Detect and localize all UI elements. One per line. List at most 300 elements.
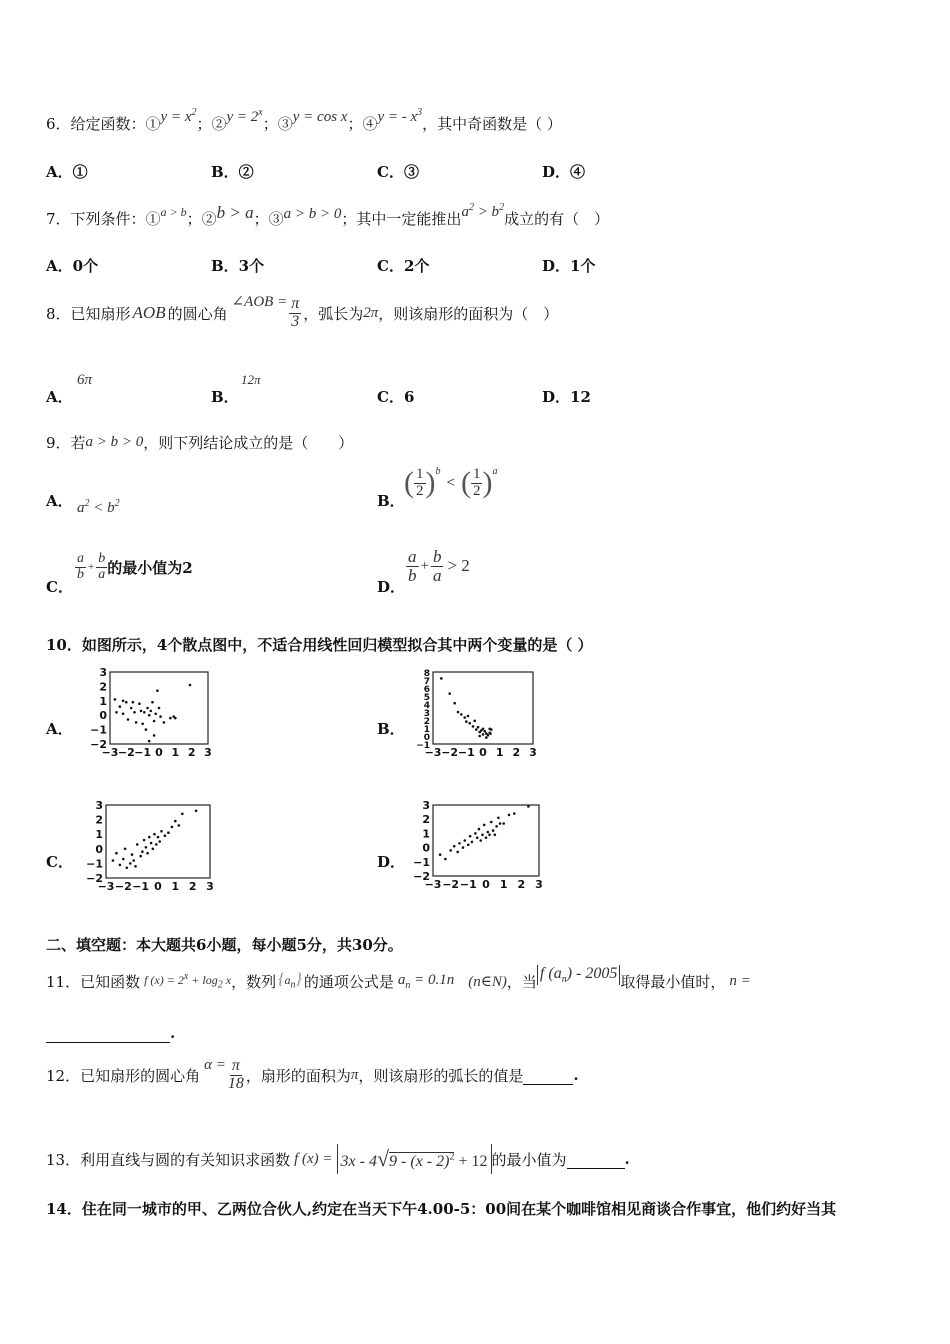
math-expr: - 2005 xyxy=(572,964,618,982)
fraction-numerator: a xyxy=(77,551,84,566)
scatter-point xyxy=(135,721,138,724)
scatter-point xyxy=(171,826,174,829)
q9-option-c-text: 的最小值为2 xyxy=(107,558,193,577)
y-tick-label: 4 xyxy=(423,701,430,711)
scatter-point xyxy=(148,836,151,839)
question-10: 10．如图所示，4个散点图中，不适合用线性回归模型拟合其中两个变量的是（ ） xyxy=(46,636,593,654)
y-tick-label: −2 xyxy=(86,872,103,885)
math-sub: n xyxy=(290,979,296,991)
fraction-denominator: 2 xyxy=(416,482,424,499)
y-tick-label: −1 xyxy=(416,741,430,751)
q10-option-a: A． xyxy=(46,720,73,738)
scatter-point xyxy=(494,834,497,837)
q7-stem: 7．下列条件：① xyxy=(46,210,161,228)
math-exp: 2 xyxy=(449,1151,455,1163)
scatter-point xyxy=(148,714,151,717)
x-tick-label: 3 xyxy=(206,880,214,893)
question-13: 13．利用直线与圆的有关知识求函数 f (x) = 3x - 4√9 - (x - 2)$^2$ + 12 的最小值为 . xyxy=(46,1144,630,1174)
q6-func-4-exp: 3 xyxy=(417,107,423,118)
math-op: < xyxy=(446,474,455,491)
scatter-point xyxy=(489,732,492,735)
y-tick-label: 2 xyxy=(99,680,107,694)
q8-arc-length: 2π xyxy=(363,304,379,321)
fraction-numerator: 1 xyxy=(472,465,481,482)
y-tick-label: 3 xyxy=(422,799,430,812)
q8-option-a: A． xyxy=(46,388,73,406)
scatter-point xyxy=(178,824,181,827)
q6-sep: ；④ xyxy=(347,115,378,133)
math-op: + xyxy=(420,557,429,574)
scatter-point xyxy=(155,843,158,846)
scatter-point xyxy=(474,832,477,835)
y-tick-label: 2 xyxy=(422,813,430,827)
q8-option-a-math: 6π xyxy=(77,372,93,388)
q6-func-1: y = x xyxy=(160,109,192,125)
q7-sep: ；③ xyxy=(253,210,284,228)
q7-option-a: A．0个 xyxy=(46,257,99,275)
q9-option-a-math xyxy=(77,498,120,517)
scatter-plot-b xyxy=(411,664,551,768)
scatter-point xyxy=(141,723,144,726)
q8-stem-mid: ，弧长为 xyxy=(303,304,364,323)
scatter-point xyxy=(136,843,139,846)
y-tick-label: −1 xyxy=(90,723,107,737)
y-tick-label: 2 xyxy=(423,717,430,727)
math-sub: 2 xyxy=(217,979,223,991)
x-tick-label: 1 xyxy=(171,880,180,893)
fraction-numerator: a xyxy=(408,547,417,566)
x-tick-label: −3 xyxy=(97,880,115,893)
y-tick-label: 6 xyxy=(423,685,430,695)
x-tick-label: 0 xyxy=(154,880,162,893)
scatter-point xyxy=(477,726,480,729)
y-tick-label: −1 xyxy=(413,855,430,869)
q9-option-d-math xyxy=(406,548,470,585)
scatter-point xyxy=(140,710,143,713)
scatter-point xyxy=(133,711,136,714)
scatter-point xyxy=(487,734,490,737)
q12-stem-mid: ，扇形的面积为 xyxy=(245,1066,351,1085)
q6-sep: ；② xyxy=(196,115,227,133)
math-op: + xyxy=(88,561,95,574)
y-tick-label: 3 xyxy=(423,709,430,719)
x-tick-label: −1 xyxy=(457,746,475,759)
q9-option-b-label: B． xyxy=(377,492,405,510)
scatter-point xyxy=(154,713,157,716)
math-sub: n xyxy=(405,979,411,991)
x-tick-label: −3 xyxy=(101,746,119,759)
scatter-point xyxy=(460,713,463,716)
math-var: a xyxy=(284,973,291,988)
q9-option-c-label: C． xyxy=(46,578,73,596)
q8-option-c: C．6 xyxy=(377,388,415,406)
scatter-point xyxy=(181,813,184,816)
q12-area: π xyxy=(350,1066,359,1083)
x-tick-label: 2 xyxy=(517,878,526,891)
scatter-point xyxy=(195,810,198,813)
question-11: 11．已知函数 f $(x) = 2^x + \log_2 x$ ，数列 $\{a_n\}$ 的通项公式是 $a_n = 0.1n$ (n∈N) ，当 f $(a_n) - 2005$ 取得最小值时， n = xyxy=(46,964,751,991)
scatter-point xyxy=(490,821,493,824)
q9-option-d-label: D． xyxy=(377,578,406,596)
q12-alpha: α = xyxy=(204,1056,226,1073)
q8-stem-tail: ，则该扇形的面积为（ ） xyxy=(378,304,559,323)
y-tick-label: 1 xyxy=(99,694,107,708)
y-tick-label: 5 xyxy=(423,693,430,703)
q11-stem-mid: ，数列 xyxy=(231,972,277,991)
q10-option-b: B． xyxy=(377,720,405,738)
q6-func-4: y = - x xyxy=(377,109,418,125)
q11-stem-tail: 取得最小值时， xyxy=(620,972,726,991)
q11-function: f (x) = 2 xyxy=(144,973,184,988)
q7-option-d: D．1个 xyxy=(542,257,596,275)
y-tick-label: 8 xyxy=(423,669,430,679)
math-exp: b xyxy=(435,466,441,477)
fraction-numerator: π xyxy=(291,295,300,312)
scatter-point xyxy=(160,830,163,833)
scatter-point xyxy=(138,702,141,705)
q9-option-a-label: A． xyxy=(46,492,73,510)
scatter-point xyxy=(527,805,530,808)
scatter-point xyxy=(465,720,468,723)
q11-stem: 11．已知函数 xyxy=(46,972,141,991)
x-tick-label: 2 xyxy=(512,746,521,759)
scatter-point xyxy=(467,844,470,847)
q9-option-b-math: ( $\frac{1}{2}$ ) b < ( $\frac{1}{2}$ ) a xyxy=(404,465,498,499)
scatter-point xyxy=(163,721,166,724)
scatter-point xyxy=(139,855,142,858)
scatter-point xyxy=(499,822,502,825)
q12-stem-tail: ，则该扇形的弧长的值是 xyxy=(358,1066,524,1085)
scatter-point xyxy=(456,851,459,854)
q13-stem-tail: 的最小值为 xyxy=(491,1150,567,1169)
q9-stem-tail: ，则下列结论成立的是（ ） xyxy=(143,434,354,452)
x-tick-label: 0 xyxy=(479,746,487,759)
plot-frame xyxy=(433,805,539,876)
x-tick-label: 1 xyxy=(499,878,508,891)
q10-option-d: D． xyxy=(377,853,406,871)
scatter-point xyxy=(164,834,167,837)
y-tick-label: 1 xyxy=(422,827,430,841)
q7-cond-1: a > b xyxy=(160,205,187,219)
fraction-denominator: a xyxy=(98,566,106,582)
scatter-point xyxy=(153,833,156,836)
q7-stem-mid: ；其中一定能推出 xyxy=(341,210,462,228)
scatter-point xyxy=(481,834,484,837)
scatter-point xyxy=(122,713,125,716)
scatter-point xyxy=(169,717,172,720)
scatter-point xyxy=(124,848,127,851)
q7-target-a: a xyxy=(461,204,469,220)
y-tick-label: 3 xyxy=(99,666,107,679)
question-12 xyxy=(46,1058,579,1093)
y-tick-label: 0 xyxy=(95,842,103,856)
y-tick-label: 0 xyxy=(99,709,107,723)
fraction-numerator: b xyxy=(432,547,442,566)
q10-option-c: C． xyxy=(46,853,73,871)
scatter-point xyxy=(492,829,495,832)
scatter-point xyxy=(479,839,482,842)
math-exp: a xyxy=(492,466,498,477)
scatter-point xyxy=(122,858,125,861)
scatter-point xyxy=(132,859,135,862)
q6-option-c: C．③ xyxy=(377,163,419,181)
question-14: 14．住在同一城市的甲、乙两位合伙人,约定在当天下午4.00-5：00间在某个咖啡馆相见商谈合作事宜，他们约好当其 xyxy=(46,1200,837,1218)
scatter-point xyxy=(152,848,155,851)
scatter-point xyxy=(148,740,151,743)
q6-option-d: D．④ xyxy=(542,163,586,181)
math-var: < b xyxy=(89,500,115,516)
x-tick-label: 2 xyxy=(187,746,196,759)
fraction-numerator: b xyxy=(98,551,106,566)
q6-func-3: y = cos x xyxy=(292,109,348,125)
math-expr: = 0.1n xyxy=(410,971,455,988)
scatter-point xyxy=(146,852,149,855)
scatter-point xyxy=(487,831,490,834)
fraction-denominator: b xyxy=(77,566,84,582)
scatter-plot-d xyxy=(411,798,551,902)
scatter-point xyxy=(513,812,516,815)
q8-stem: 8．已知扇形 xyxy=(46,304,131,323)
scatter-point xyxy=(119,705,122,708)
scatter-point xyxy=(440,677,443,680)
q7-sep: ；② xyxy=(186,210,217,228)
scatter-point xyxy=(157,836,160,839)
scatter-point xyxy=(458,842,461,845)
math-log: + log xyxy=(188,973,218,988)
q8-stem-mid: 的圆心角 xyxy=(167,304,228,323)
q11-stem-mid: ，当 xyxy=(506,972,537,991)
scatter-point xyxy=(488,728,491,731)
x-tick-label: −2 xyxy=(117,746,135,759)
math-exp: 2 xyxy=(114,498,120,509)
scatter-point xyxy=(189,684,192,687)
math-expr: 3x - 4 xyxy=(340,1153,377,1170)
x-tick-label: −1 xyxy=(132,880,150,893)
x-tick-label: −2 xyxy=(442,878,460,891)
scatter-point xyxy=(115,711,118,714)
x-tick-label: 2 xyxy=(188,880,197,893)
scatter-point xyxy=(151,701,154,704)
scatter-point xyxy=(158,707,161,710)
scatter-point xyxy=(482,728,485,731)
q7-option-c: C．2个 xyxy=(377,257,430,275)
y-tick-label: 0 xyxy=(423,733,430,743)
q9-option-c-math xyxy=(75,552,193,582)
scatter-point xyxy=(469,835,472,838)
scatter-point xyxy=(115,852,118,855)
q8-option-d: D．12 xyxy=(542,388,591,406)
math-var: x xyxy=(222,973,232,988)
scatter-point xyxy=(453,702,456,705)
scatter-point xyxy=(439,853,442,856)
scatter-point xyxy=(129,862,132,865)
q6-option-a: A．① xyxy=(46,163,88,181)
q7-target-exp: 2 xyxy=(499,202,505,213)
question-9 xyxy=(46,432,353,453)
scatter-point xyxy=(172,715,175,718)
x-tick-label: −2 xyxy=(114,880,132,893)
scatter-point xyxy=(497,817,500,820)
scatter-point xyxy=(463,716,466,719)
y-tick-label: 1 xyxy=(95,828,103,842)
x-tick-label: 1 xyxy=(171,746,180,759)
q7-cond-3: a > b > 0 xyxy=(283,206,342,222)
q6-func-2: y = 2 xyxy=(226,109,259,125)
scatter-point xyxy=(485,736,488,739)
q11-answer-var: n = xyxy=(729,972,751,989)
scatter-point xyxy=(508,814,511,817)
q12-answer-blank[interactable] xyxy=(523,1066,573,1085)
y-tick-label: 3 xyxy=(95,799,103,812)
y-tick-label: 7 xyxy=(423,677,430,687)
scatter-point xyxy=(483,824,486,827)
x-tick-label: −1 xyxy=(459,878,477,891)
scatter-point xyxy=(444,858,447,861)
scatter-point xyxy=(125,701,128,704)
scatter-point xyxy=(131,853,134,856)
scatter-point xyxy=(457,711,460,714)
x-tick-label: 3 xyxy=(535,878,543,891)
x-tick-label: 3 xyxy=(204,746,212,759)
scatter-point xyxy=(159,715,162,718)
q13-answer-blank[interactable] xyxy=(567,1150,625,1169)
plot-frame xyxy=(106,805,210,878)
scatter-point xyxy=(167,831,170,834)
scatter-point xyxy=(495,825,498,828)
scatter-point xyxy=(141,850,144,853)
math-exp: 2 xyxy=(84,498,90,509)
question-6 xyxy=(46,107,562,134)
scatter-point xyxy=(145,728,148,731)
x-tick-label: −3 xyxy=(424,878,442,891)
scatter-point xyxy=(483,730,486,733)
question-7 xyxy=(46,202,610,229)
q13-stem: 13．利用直线与圆的有关知识求函数 xyxy=(46,1150,291,1169)
q9-stem: 9．若 xyxy=(46,434,86,452)
scatter-point xyxy=(174,820,177,823)
q13-period: . xyxy=(624,1150,630,1168)
scatter-point xyxy=(114,698,117,701)
scatter-point xyxy=(143,711,146,714)
x-tick-label: −1 xyxy=(134,746,152,759)
x-tick-label: −3 xyxy=(424,746,442,759)
scatter-plot-a xyxy=(80,664,220,768)
scatter-point xyxy=(134,865,137,868)
scatter-point xyxy=(502,822,505,825)
math-expr: + 12 xyxy=(454,1153,488,1170)
math-var: a xyxy=(77,500,85,516)
q11-answer-blank[interactable]: . xyxy=(46,1024,175,1043)
q6-option-b: B．② xyxy=(211,163,254,181)
q7-target-b: > b xyxy=(473,204,500,220)
scatter-point xyxy=(453,845,456,848)
q8-option-b-math: 12π xyxy=(241,372,261,387)
math-sub: n xyxy=(561,974,567,986)
scatter-point xyxy=(485,836,488,839)
scatter-point xyxy=(476,836,479,839)
scatter-point xyxy=(467,715,470,718)
fraction-denominator: 3 xyxy=(291,312,300,330)
y-tick-label: 1 xyxy=(423,725,430,735)
q6-stem-tail: ，其中奇函数是（ ） xyxy=(422,115,562,133)
scatter-point xyxy=(112,859,115,862)
q8-option-b: B． xyxy=(211,388,239,406)
scatter-point xyxy=(153,734,156,737)
scatter-point xyxy=(150,710,153,713)
scatter-point xyxy=(464,839,467,842)
fraction-numerator: π xyxy=(231,1057,240,1074)
fraction-numerator: 1 xyxy=(416,465,424,482)
q13-radicand xyxy=(389,1152,454,1170)
fraction-denominator: b xyxy=(408,565,417,585)
q11-stem-mid: 的通项公式是 xyxy=(303,972,394,991)
q9-condition: a > b > 0 xyxy=(85,434,144,450)
q7-cond-2: b > a xyxy=(216,203,254,222)
scatter-point xyxy=(150,842,153,845)
math-var: a xyxy=(397,971,406,988)
question-8 xyxy=(46,293,559,331)
scatter-point xyxy=(468,722,471,725)
math-expr: 9 - (x - 2) xyxy=(389,1153,450,1170)
scatter-point xyxy=(145,846,148,849)
y-tick-label: 0 xyxy=(422,841,430,855)
q12-period: . xyxy=(573,1066,579,1085)
q13-function: f (x) = xyxy=(294,1150,333,1167)
x-tick-label: 0 xyxy=(155,746,163,759)
scatter-point xyxy=(146,707,149,710)
q12-stem: 12．已知扇形的圆心角 xyxy=(46,1066,201,1085)
scatter-point xyxy=(156,689,159,692)
scatter-point xyxy=(130,707,133,710)
scatter-point xyxy=(153,720,156,723)
scatter-point xyxy=(473,720,476,723)
q6-stem: 6．给定函数：① xyxy=(46,115,161,133)
q7-option-b: B．3个 xyxy=(211,257,265,275)
fraction-denominator: 18 xyxy=(227,1074,244,1092)
q11-condition: (n∈N) xyxy=(468,973,507,990)
q7-target-exp: 2 xyxy=(468,202,474,213)
fraction-denominator: a xyxy=(432,565,442,585)
q8-angle: ∠AOB = xyxy=(231,293,288,310)
x-tick-label: 1 xyxy=(495,746,504,759)
q7-stem-tail: 成立的有（ ） xyxy=(504,210,610,228)
scatter-point xyxy=(471,841,474,844)
scatter-point xyxy=(482,733,485,736)
math-var: a xyxy=(553,964,562,982)
scatter-point xyxy=(143,839,146,842)
q8-sector-name: AOB xyxy=(132,303,166,323)
scatter-point xyxy=(122,700,125,703)
y-tick-label: 2 xyxy=(95,813,103,827)
x-tick-label: 0 xyxy=(482,878,490,891)
y-tick-label: −2 xyxy=(413,870,430,883)
scatter-plot-c xyxy=(80,798,220,904)
q6-sep: ；③ xyxy=(262,115,293,133)
scatter-point xyxy=(478,828,481,831)
math-var: f xyxy=(539,964,545,982)
section-2-title: 二、填空题：本大题共6小题，每小题5分，共30分。 xyxy=(46,936,403,954)
x-tick-label: −2 xyxy=(441,746,459,759)
scatter-point xyxy=(132,701,135,704)
math-exp: x xyxy=(183,971,189,983)
scatter-point xyxy=(126,867,129,870)
y-tick-label: −2 xyxy=(90,738,107,751)
q8-angle-fraction xyxy=(289,296,301,331)
scatter-point xyxy=(158,840,161,843)
scatter-point xyxy=(127,718,130,721)
scatter-point xyxy=(488,834,491,837)
q6-func-2-exp: x xyxy=(258,107,263,118)
